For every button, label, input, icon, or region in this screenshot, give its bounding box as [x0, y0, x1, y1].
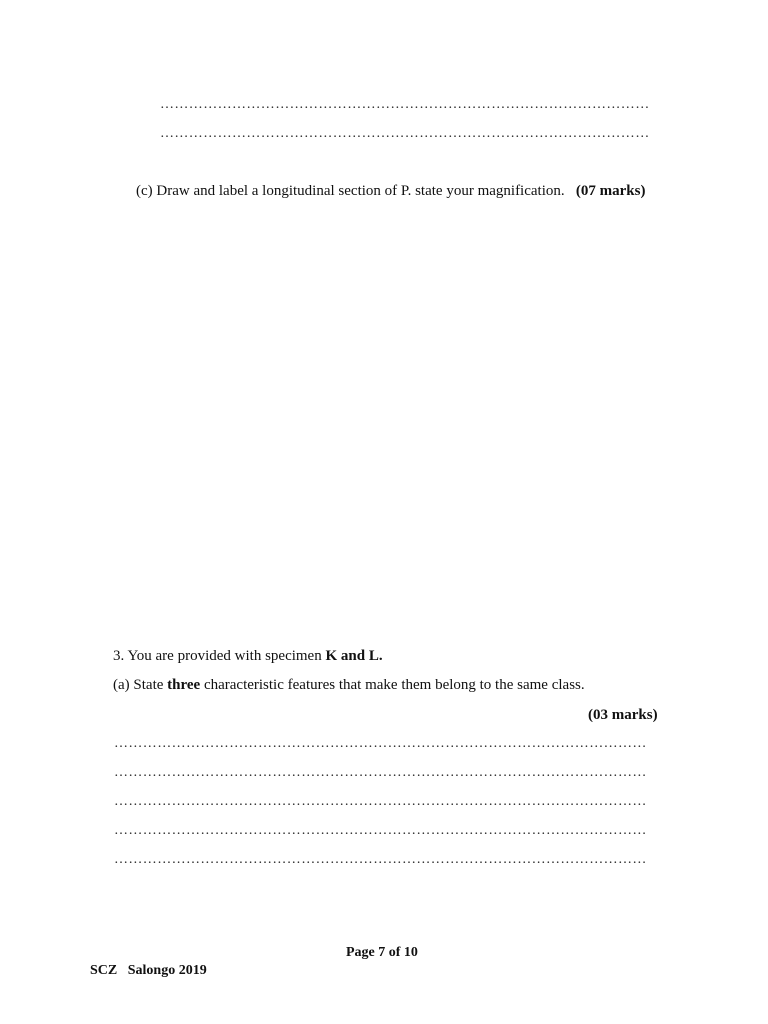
question-c-marks: (07 marks) [575, 183, 646, 199]
answer-line: ………………………………………………………………………………………… [160, 97, 650, 112]
question-3-intro [113, 646, 383, 666]
answer-line: ………………………………………………………………………………………………… [114, 794, 647, 809]
answer-line: ………………………………………………………………………………………………… [114, 852, 647, 867]
question-c-text: (c) Draw and label a longitudinal section of P. state your magnification. [136, 183, 565, 199]
question-3a-emphasis: three [167, 677, 201, 693]
question-3a-marks: (03 marks) [588, 707, 658, 723]
school-label: SCZ Salongo 2019 [90, 963, 207, 978]
answer-line: ………………………………………………………………………………………………… [114, 823, 647, 838]
question-3-specimens: K and L. [325, 648, 383, 664]
question-c [136, 181, 645, 201]
question-3-intro-text: 3. You are provided with specimen [113, 648, 326, 664]
question-3a-suffix: characteristic features that make them belong to the same class. [200, 677, 585, 693]
question-3a [113, 675, 585, 695]
answer-line: ………………………………………………………………………………………………… [114, 736, 647, 751]
question-3a-prefix: (a) State [113, 677, 168, 693]
answer-line: ………………………………………………………………………………………………… [114, 765, 647, 780]
page-number: Page 7 of 10 [346, 945, 418, 960]
answer-line: ………………………………………………………………………………………… [160, 126, 650, 141]
